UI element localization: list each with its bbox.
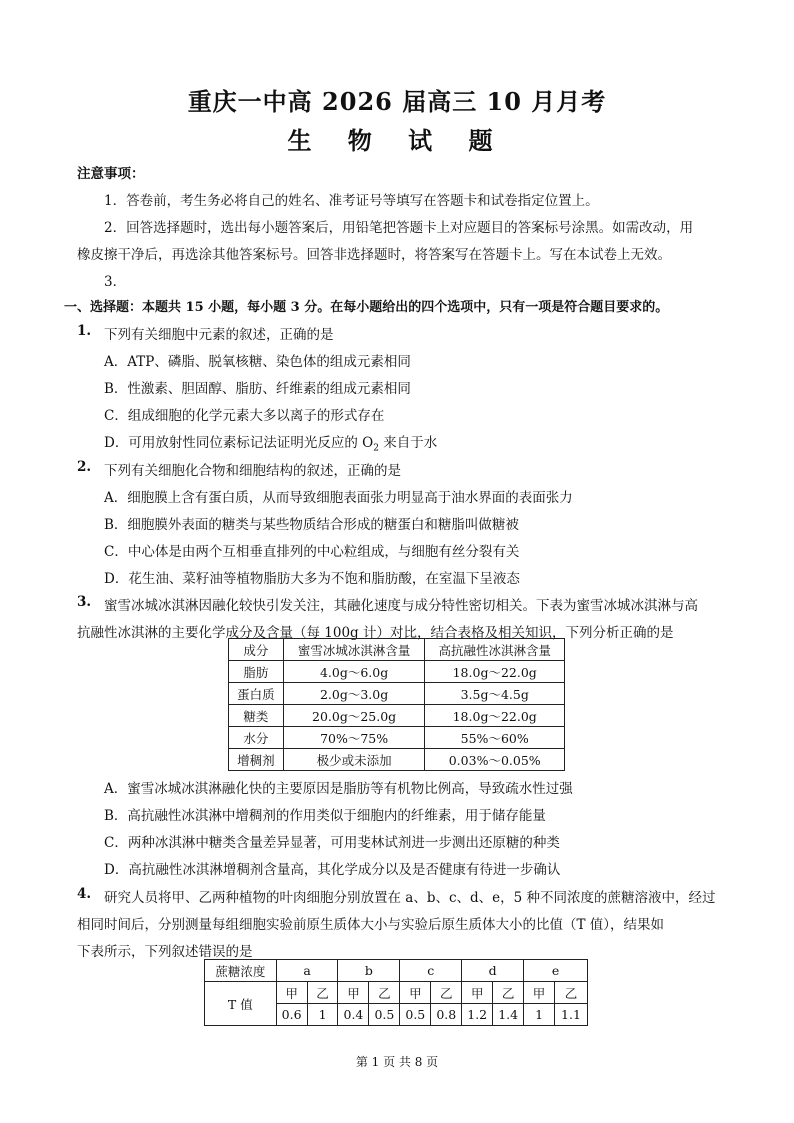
table-row [229,727,565,749]
table-row [229,661,565,683]
concentration-cell: d [462,960,524,982]
table-cell: 55%～60% [425,727,565,749]
table-cell: 3.5g～4.5g [425,683,565,705]
table-cell: 增稠剂 [229,749,284,771]
option-b: B．高抗融性冰淇淋中增稠剂的作用类似于细胞内的纤维素，用于储存能量 [104,808,546,824]
notice-item-2-cont: 橡皮擦干净后，再选涂其他答案标号。回答非选择题时，将答案写在答题卡上。写在本试卷上无效。 [77,247,671,263]
question-number: 2. [77,459,92,475]
option-b: B．性激素、胆固醇、脂肪、纤维素的组成元素相同 [104,381,411,397]
concentration-cell: c [400,960,462,982]
concentration-cell: e [524,960,588,982]
table-header: 成分 [229,639,284,661]
option-c: C．中心体是由两个互相垂直排列的中心粒组成，与细胞有丝分裂有关 [104,544,520,560]
notice-item-3: 3． [104,274,127,290]
option-d [104,431,437,454]
species-cell: 甲 [400,982,431,1004]
concentration-cell: a [276,960,338,982]
species-cell: 乙 [307,982,338,1004]
option-a: A．蜜雪冰城冰淇淋融化快的主要原因是脂肪等有机物比例高，导致疏水性过强 [104,781,573,797]
species-cell: 甲 [462,982,493,1004]
notice-item-2: 2．回答选择题时，选出每小题答案后，用铅笔把答题卡上对应题目的答案标号涂黑。如需改动，用 [104,220,694,236]
table-cell: 18.0g～22.0g [425,705,565,727]
value-cell: 1 [307,1004,338,1026]
table-header: 蜜雪冰城冰淇淋含量 [283,639,425,661]
option-c: C．两种冰淇淋中糖类含量差异显著，可用斐林试剂进一步测出还原糖的种类 [104,835,560,851]
notice-item-1: 1．答卷前，考生务必将自己的姓名、准考证号等填写在答题卡和试卷指定位置上。 [104,193,599,209]
section-heading: 一、选择题：本题共 15 小题，每小题 3 分。在每小题给出的四个选项中，只有一项是符合题目要求的。 [64,300,669,315]
question-stem-cont: 抗融性冰淇淋的主要化学成分及含量（每 100g 计）对比，结合表格及相关知识，下列分析正确的是 [77,625,674,641]
table-row [229,705,565,727]
species-cell: 乙 [369,982,400,1004]
question-number: 4. [77,886,92,902]
table-cell: 水分 [229,727,284,749]
option-d-tail: 来自于水 [378,435,438,451]
question-stem: 研究人员将甲、乙两种植物的叶肉细胞分别放置在 a、b、c、d、e，5 种不同浓度的蔗糖溶液中，经过 [104,890,716,906]
value-cell: 0.5 [400,1004,431,1026]
table-cell: 极少或未添加 [283,749,425,771]
value-cell: 1 [524,1004,555,1026]
ingredient-table [228,638,565,771]
table-row [229,683,565,705]
subscript: 2 [373,443,379,454]
value-cell: 0.6 [276,1004,307,1026]
option-a: A．细胞膜上含有蛋白质，从而导致细胞表面张力明显高于油水界面的表面张力 [104,490,573,506]
table-cell: 0.03%～0.05% [425,749,565,771]
species-cell: 甲 [276,982,307,1004]
table-row [229,749,565,771]
species-cell: 甲 [524,982,555,1004]
question-number: 1. [77,323,92,339]
species-cell: 甲 [338,982,369,1004]
question-number: 3. [77,594,92,610]
table-header-row [205,960,588,982]
table-cell: 4.0g～6.0g [283,661,425,683]
subject-title: 生 物 试 题 [287,126,507,155]
option-d-text: D．可用放射性同位素标记法证明光反应的 O [104,435,374,451]
table-cell: 20.0g～25.0g [283,705,425,727]
option-d: D．高抗融性冰淇淋增稠剂含量高，其化学成分以及是否健康有待进一步确认 [104,862,561,878]
question-stem: 蜜雪冰城冰淇淋因融化较快引发关注，其融化速度与成分特性密切相关。下表为蜜雪冰城冰淇淋与高 [104,598,698,614]
option-a: A．ATP、磷脂、脱氧核糖、染色体的组成元素相同 [104,354,411,370]
value-cell: 1.4 [493,1004,524,1026]
t-value-label: T 值 [205,982,277,1026]
species-cell: 乙 [555,982,588,1004]
table-row [205,982,588,1004]
table-cell: 蛋白质 [229,683,284,705]
value-cell: 0.4 [338,1004,369,1026]
value-cell: 1.1 [555,1004,588,1026]
option-b: B．细胞膜外表面的糖类与某些物质结合形成的糖蛋白和糖脂叫做糖被 [104,517,519,533]
table-cell: 2.0g～3.0g [283,683,425,705]
notice-heading: 注意事项： [77,166,145,182]
option-d: D．花生油、菜籽油等植物脂肪大多为不饱和脂肪酸，在室温下呈液态 [104,571,520,587]
table-header-row [229,639,565,661]
table-header: 高抗融性冰淇淋含量 [425,639,565,661]
question-stem: 下列有关细胞化合物和细胞结构的叙述，正确的是 [104,463,401,479]
question-stem: 下列有关细胞中元素的叙述，正确的是 [104,327,334,343]
row-label: 蔗糖浓度 [205,960,277,982]
species-cell: 乙 [493,982,524,1004]
value-cell: 0.8 [431,1004,462,1026]
value-cell: 0.5 [369,1004,400,1026]
table-cell: 70%～75% [283,727,425,749]
concentration-cell: b [338,960,400,982]
table-cell: 18.0g～22.0g [425,661,565,683]
question-stem-cont: 相同时间后，分别测量每组细胞实验前原生质体大小与实验后原生质体大小的比值（T 值），结果如 [77,917,665,933]
table-cell: 脂肪 [229,661,284,683]
exam-title: 重庆一中高 2026 届高三 10 月月考 [187,87,607,116]
question-stem-cont: 下表所示，下列叙述错误的是 [77,944,253,960]
table-cell: 糖类 [229,705,284,727]
t-value-table [204,959,588,1026]
page-footer: 第 1 页 共 8 页 [355,1055,439,1069]
value-cell: 1.2 [462,1004,493,1026]
option-c: C．组成细胞的化学元素大多以离子的形式存在 [104,408,385,424]
species-cell: 乙 [431,982,462,1004]
